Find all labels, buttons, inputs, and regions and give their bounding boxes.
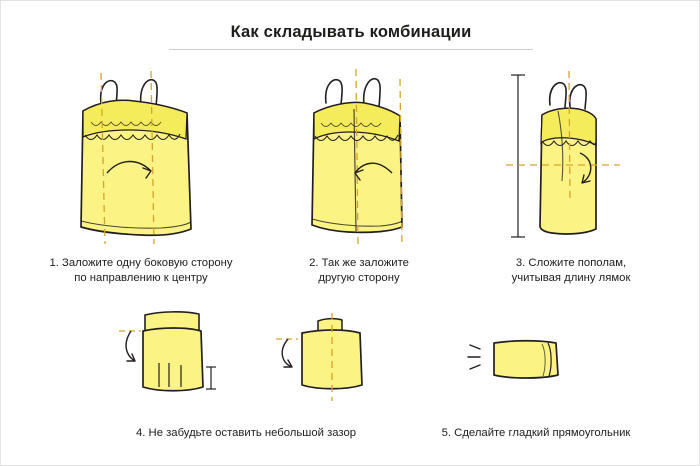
step-2-line-1: Так же заложите xyxy=(321,257,409,269)
step-2-caption xyxy=(269,256,449,286)
page-title: Как складывать комбинации xyxy=(230,23,472,41)
step-4-figure xyxy=(111,301,271,411)
step-2-line-2: другую сторону xyxy=(318,272,400,284)
step-5-number: 5. xyxy=(441,427,452,439)
step-2-number: 2. xyxy=(309,257,319,269)
step-3-figure xyxy=(496,61,656,246)
step-5-line-1: Сделайте гладкий прямоугольник xyxy=(454,427,631,439)
step-3-caption xyxy=(461,256,681,286)
step-5-caption xyxy=(401,426,671,441)
step-1-line-1: Заложите одну боковую сторону xyxy=(62,257,233,269)
step-3-number: 3. xyxy=(515,257,526,269)
step-1-number: 1. xyxy=(49,257,59,269)
step-4b-figure xyxy=(266,301,416,411)
step-1-line-2: по направлению к центру xyxy=(74,272,208,284)
step-5-figure xyxy=(456,321,606,401)
step-3-line-2: учитывая длину лямок xyxy=(511,272,631,284)
step-2-figure xyxy=(296,61,446,246)
step-4-caption xyxy=(111,426,381,441)
step-1-caption xyxy=(21,256,261,286)
step-4-line-1: Не забудьте оставить небольшой зазор xyxy=(148,427,357,439)
step-4-number: 4. xyxy=(135,427,146,439)
title-divider xyxy=(169,49,533,50)
step-1-figure xyxy=(61,61,261,246)
step-3-line-1: Сложите пополам, xyxy=(528,257,627,269)
